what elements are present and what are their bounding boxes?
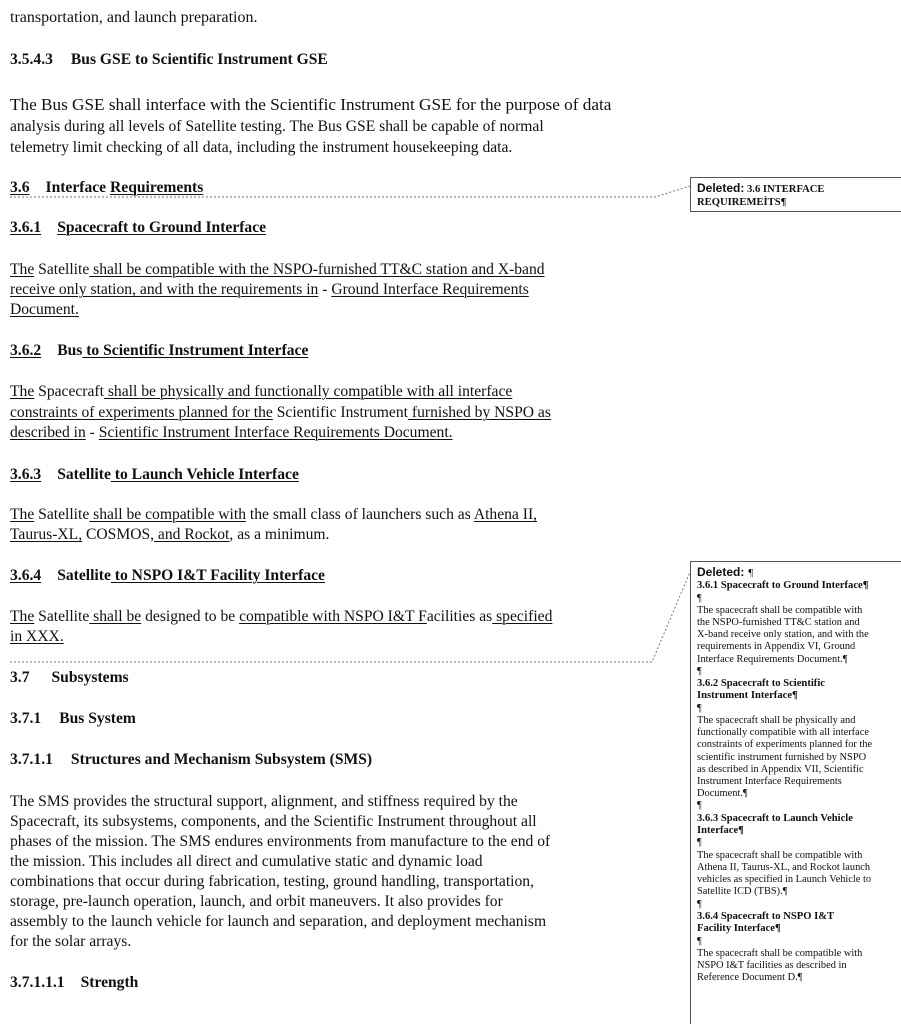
pilcrow-mark: ¶ xyxy=(697,935,702,947)
deleted-label: Deleted: xyxy=(697,181,745,195)
balloon-text-line: the NSPO-furnished TT&C station and xyxy=(697,617,860,629)
deleted-markup-balloon[interactable] xyxy=(690,561,901,1024)
paragraph-3-6-3-line: Taurus-XL, COSMOS, and Rockot, as a minimum. xyxy=(10,526,330,543)
gse-paragraph-line: telemetry limit checking of all data, including the instrument housekeeping data. xyxy=(10,139,513,156)
balloon-text-line: X-band receive only station, and with the xyxy=(697,629,869,641)
paragraph-3-6-4-line: in XXX. xyxy=(10,628,64,645)
paragraph-3-6-1-line: The Satellite shall be compatible with the NSPO-furnished TT&C station and X-band xyxy=(10,261,545,278)
balloon-text-line: The spacecraft shall be compatible with xyxy=(697,947,863,959)
gse-paragraph-line: analysis during all levels of Satellite testing. The Bus GSE shall be capable of normal xyxy=(10,118,544,135)
pilcrow-mark: ¶ xyxy=(697,592,702,604)
sms-paragraph-line: The SMS provides the structural support, alignment, and stiffness required by the xyxy=(10,793,518,810)
section-heading-3-6-4: 3.6.4 Satellite to NSPO I&T Facility Interface xyxy=(10,567,325,584)
sms-paragraph-line: phases of the mission. The SMS endures environments from manufacture to the end of xyxy=(10,833,551,850)
pilcrow-mark: ¶ xyxy=(697,898,702,910)
section-heading-3-6-1: 3.6.1 Spacecraft to Ground Interface xyxy=(10,219,267,236)
sms-paragraph-line: storage, pre-launch operation, launch, and orbit maneuvers. It also provides for xyxy=(10,893,503,910)
sms-paragraph-line: for the solar arrays. xyxy=(10,933,132,950)
body-text-line: transportation, and launch preparation. xyxy=(10,9,258,26)
section-heading-3-6-3: 3.6.3 Satellite to Launch Vehicle Interface xyxy=(10,466,299,483)
balloon-text-line: functionally compatible with all interface xyxy=(697,727,869,739)
balloon-heading: Interface¶ xyxy=(697,825,744,837)
sms-paragraph-line: assembly to the launch vehicle for launch and separation, and deployment mechanism xyxy=(10,913,547,930)
balloon-text-line: The spacecraft shall be physically and xyxy=(697,715,856,727)
balloon-heading: 3.6.2 Spacecraft to Scientific xyxy=(697,678,825,690)
sms-paragraph-line: the mission. This includes all direct and cumulative static and dynamic load xyxy=(10,853,483,870)
gse-paragraph-line: The Bus GSE shall interface with the Scientific Instrument GSE for the purpose of data xyxy=(10,95,612,114)
paragraph-3-6-1-line: receive only station, and with the requirements in - Ground Interface Requirements xyxy=(10,281,529,298)
balloon-text-line: requirements in Appendix VI, Ground xyxy=(697,641,856,653)
section-heading-3-7-1-1-1: 3.7.1.1.1 Strength xyxy=(10,974,139,991)
deleted-markup-balloon[interactable] xyxy=(690,177,901,212)
paragraph-3-6-2-line: The Spacecraft shall be physically and functionally compatible with all interface xyxy=(10,383,513,400)
paragraph-3-6-2-line: described in - Scientific Instrument Interface Requirements Document. xyxy=(10,424,453,441)
pilcrow-mark: ¶ xyxy=(697,665,702,677)
balloon-text-line: NSPO I&T facilities as described in xyxy=(697,959,847,971)
balloon-text-line: Interface Requirements Document.¶ xyxy=(697,653,848,665)
balloon-text-line: The spacecraft shall be compatible with xyxy=(697,849,863,861)
balloon-text-line: as described in Appendix VII, Scientific xyxy=(697,763,864,775)
pilcrow-mark: ¶ xyxy=(748,568,754,579)
sms-paragraph-line: Spacecraft, its subsystems, components, and the Scientific Instrument throughout all xyxy=(10,813,537,830)
deleted-text: REQUIREMEÌTS¶ xyxy=(697,197,787,208)
section-heading-3-6: 3.6 Interface Requirements xyxy=(10,179,204,196)
balloon-text-line: vehicles as specified in Launch Vehicle to xyxy=(697,874,872,886)
deleted-text: 3.6 INTERFACE xyxy=(744,184,825,195)
paragraph-3-6-3-line: The Satellite shall be compatible with the small class of launchers such as Athena II, xyxy=(10,506,538,523)
pilcrow-mark: ¶ xyxy=(697,837,702,849)
balloon-text-line: Reference Document D.¶ xyxy=(697,972,803,984)
balloon-heading: Facility Interface¶ xyxy=(697,923,781,935)
balloon-heading: 3.6.3 Spacecraft to Launch Vehicle xyxy=(697,812,853,824)
section-heading-3-6-2: 3.6.2 Bus to Scientific Instrument Interface xyxy=(10,342,309,359)
section-heading-3-7-1-1: 3.7.1.1 Structures and Mechanism Subsystem (SMS) xyxy=(10,751,373,768)
section-heading-3-7-1: 3.7.1 Bus System xyxy=(10,710,136,727)
pilcrow-mark: ¶ xyxy=(697,800,702,812)
balloon-heading: 3.6.4 Spacecraft to NSPO I&T xyxy=(697,910,835,922)
section-heading-3-7: 3.7 Subsystems xyxy=(10,669,129,686)
paragraph-3-6-4-line: The Satellite shall be designed to be compatible with NSPO I&T Facilities as specified xyxy=(10,608,553,625)
balloon-text-line: Satellite ICD (TBS).¶ xyxy=(697,886,788,898)
balloon-text-line: Athena II, Taurus-XL, and Rockot launch xyxy=(697,861,871,873)
balloon-heading: Instrument Interface¶ xyxy=(697,690,798,702)
sms-paragraph-line: combinations that occur during fabrication, testing, ground handling, transportation, xyxy=(10,873,535,890)
paragraph-3-6-2-line: constraints of experiments planned for the Scientific Instrument furnished by NSPO as xyxy=(10,404,551,421)
balloon-text-line: Instrument Interface Requirements xyxy=(697,776,842,788)
balloon-heading: 3.6.1 Spacecraft to Ground Interface¶ xyxy=(697,580,869,592)
balloon-text-line: Document.¶ xyxy=(697,788,748,800)
section-heading-3-5-4-3: 3.5.4.3 Bus GSE to Scientific Instrument GSE xyxy=(10,51,328,68)
pilcrow-mark: ¶ xyxy=(697,702,702,714)
paragraph-3-6-1-line: Document. xyxy=(10,301,79,318)
deleted-label: Deleted: xyxy=(697,565,745,579)
balloon-text-line: constraints of experiments planned for the xyxy=(697,739,873,751)
balloon-text-line: The spacecraft shall be compatible with xyxy=(697,604,863,616)
balloon-text-line: scientific instrument furnished by NSPO xyxy=(697,751,867,763)
